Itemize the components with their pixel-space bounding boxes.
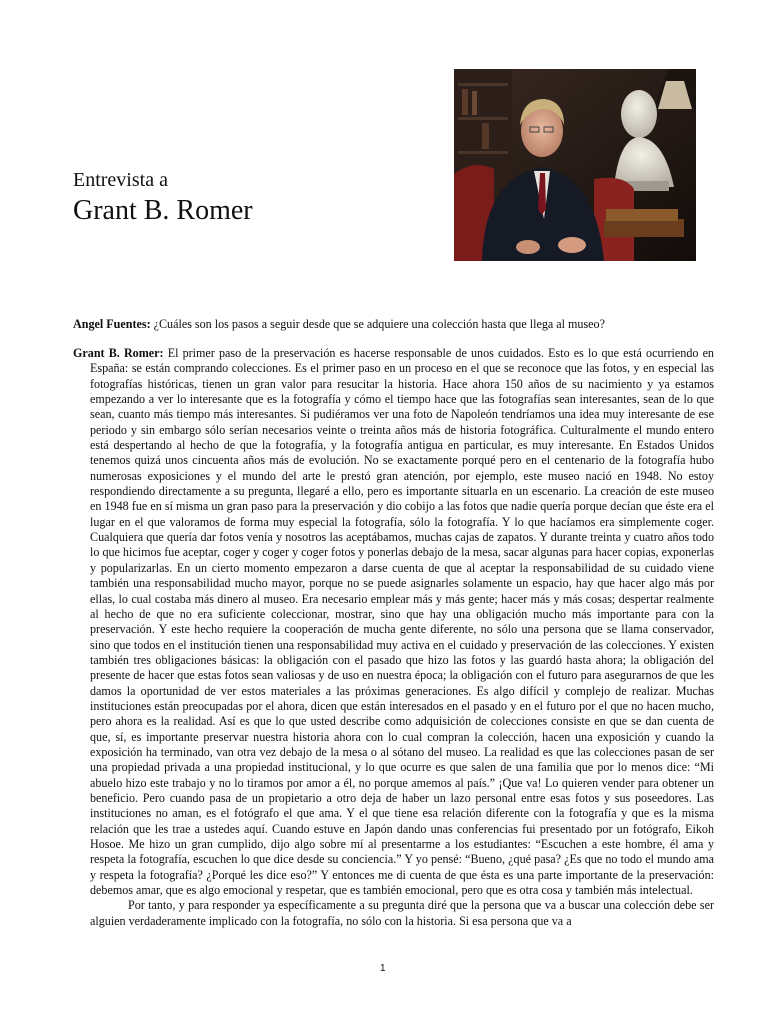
question-speaker: Angel Fuentes:: [73, 317, 151, 331]
interview-answer: [73, 346, 714, 929]
portrait-photo: [454, 69, 696, 261]
title-intro: Entrevista a: [73, 169, 168, 191]
answer-paragraph: [73, 346, 714, 898]
answer-text: El primer paso de la preservación es hacerse responsable de unos cuidados. Esto es lo que está ocurriendo en España: se están comprando colecciones. Es el primer paso en un proceso en el que se reconoce que las fotos, y en especial las fotografías históricas, tienen un gran valor para resucitar la historia. Hace ahora 150 años de su nacimiento y ya estamos empezando a ver lo interesante que es la fotografía y cómo el tiempo hace que las fotografías sean interesantes, sean de lo que sean, cuanto más tiempo más interesantes. Si pudiéramos ver una foto de Napoleón tendríamos una idea muy interesante de ese periodo y sin embargo sólo serían necesarios veinte o treinta años más de historia fotográfica. Culturalmente el mundo entero está despertando al hecho de que la fotografía, y la fotografía antigua en particular, es muy interesante. En Estados Unidos tenemos quizá unos cincuenta años más de evolución. No se exactamente porqué pero en el centenario de la fotografía hubo numerosas exposiciones y el mundo del arte le prestó gran atención, por ejemplo, este museo nació en 1948. No estoy respondiendo directamente a su pregunta, llegaré a ello, pero es importante situarla en un escenario. La creación de este museo en 1948 fue en sí misma un gran paso para la preservación y dio cobijo a las fotos que nadie quería porque decían que éste era el lugar en el que valoramos de forma muy especial la fotografía, sólo la fotografía. Y lo que hacíamos era simplemente coger. Cualquiera que quería dar fotos venía y nosotros las aceptábamos, muchas cajas de zapatos. Y durante treinta y cuatro años todo lo que hicimos fue aceptar, coger y coger y coger fotos y ponerlas debajo de la mesa, sacar algunas para hacer copias, exponerlas y popularizarlas. En un cierto momento empezaron a darse cuenta de que al aceptar la responsabilidad de su cuidado viene también una responsabilidad mucho mayor, porque no se puede asignarles solamente un espacio, hay que hacer algo más por ellas, lo cual costaba más dinero al museo. Era necesario emplear más y más gente; hacer más y más cosas; despertar realmente al hecho de que no era suficiente coleccionar, mostrar, sino que hay una obligación mucho más importante para con la preservación. Y este hecho requiere la cooperación de mucha gente diferente, no sólo una persona que se llama conservador, sino que todos en el institución tienen una responsabilidad muy activa en el cuidado y preservación de las colecciones. Y existen también tres obligaciones básicas: la obligación con el pasado que hizo las fotos y las guardó hasta ahora; la obligación del presente de hacer que estas fotos sean valiosas y de uso en nuestra época; la obligación con el futuro para asegurarnos de que les damos la oportunidad de ver estos materiales a las próximas generaciones. Es algo difícil y complejo de realizar. Muchas instituciones están preocupadas por el ahora, dicen que están interesados en el pasado y en el futuro por el que no hacen mucho, pero ahora es la realidad. Así es que lo que usted describe como adquisición de colecciones consiste en que se dan cuenta de que, sí, es importante preservar nuestra historia ahora con lo cual compran la colección, hacen una exposición y cuando la exposición ha terminado, van otra vez debajo de la mesa o al sótano del museo. La realidad es que las colecciones pasan de ser una propiedad privada a una propiedad institucional, y lo que ocurre es que salen de una familia que por lo menos dice: “Mi abuelo hizo este trabajo y no lo tiramos por amor a él, no porque amemos al país.” ¡Que va! Lo quieren vender para obtener un beneficio. Pero cuando pasa de un propietario a otro deja de haber un lazo personal entre esas fotos y sus poseedores. Las instituciones no aman, es el fotógrafo el que ama. Y el que tiene esa relación diferente con la fotografía y que es la misma relación que les trae a ustedes aquí. Cuando estuve en Japón dando unas conferencias fui presentado por un fotógrafo, Eikoh Hosoe. Me hizo un gran cumplido, dijo algo sobre mí al presentarme a los estudiantes: “Escuchen a este hombre, él ama y respeta la fotografía, escuchen lo que dice desde su conciencia.” Y yo pensé: “Bueno, ¿qué pasa? ¿Es que no todo el mundo ama y respeta la fotografía? ¿Porqué les dice eso?” Y entonces me di cuenta de que ésta es una parte importante de la preservación: debemos amar, que es algo emocional y respetar, que es también emocional, pero que es otra cosa y también más intelectual.: [90, 346, 714, 898]
page-number: 1: [380, 963, 386, 974]
page-title: Grant B. Romer: [73, 195, 253, 226]
answer-speaker: Grant B. Romer:: [73, 346, 164, 360]
interview-question: [73, 317, 697, 331]
question-text: ¿Cuáles son los pasos a seguir desde que se adquiere una colección hasta que llega al museo?: [150, 317, 605, 331]
answer-paragraph-continued: Por tanto, y para responder ya específicamente a su pregunta diré que la persona que va a buscar una colección debe ser alguien verdaderamente implicado con la fotografía, no sólo con la historia. Si esa persona que va a: [90, 898, 714, 928]
